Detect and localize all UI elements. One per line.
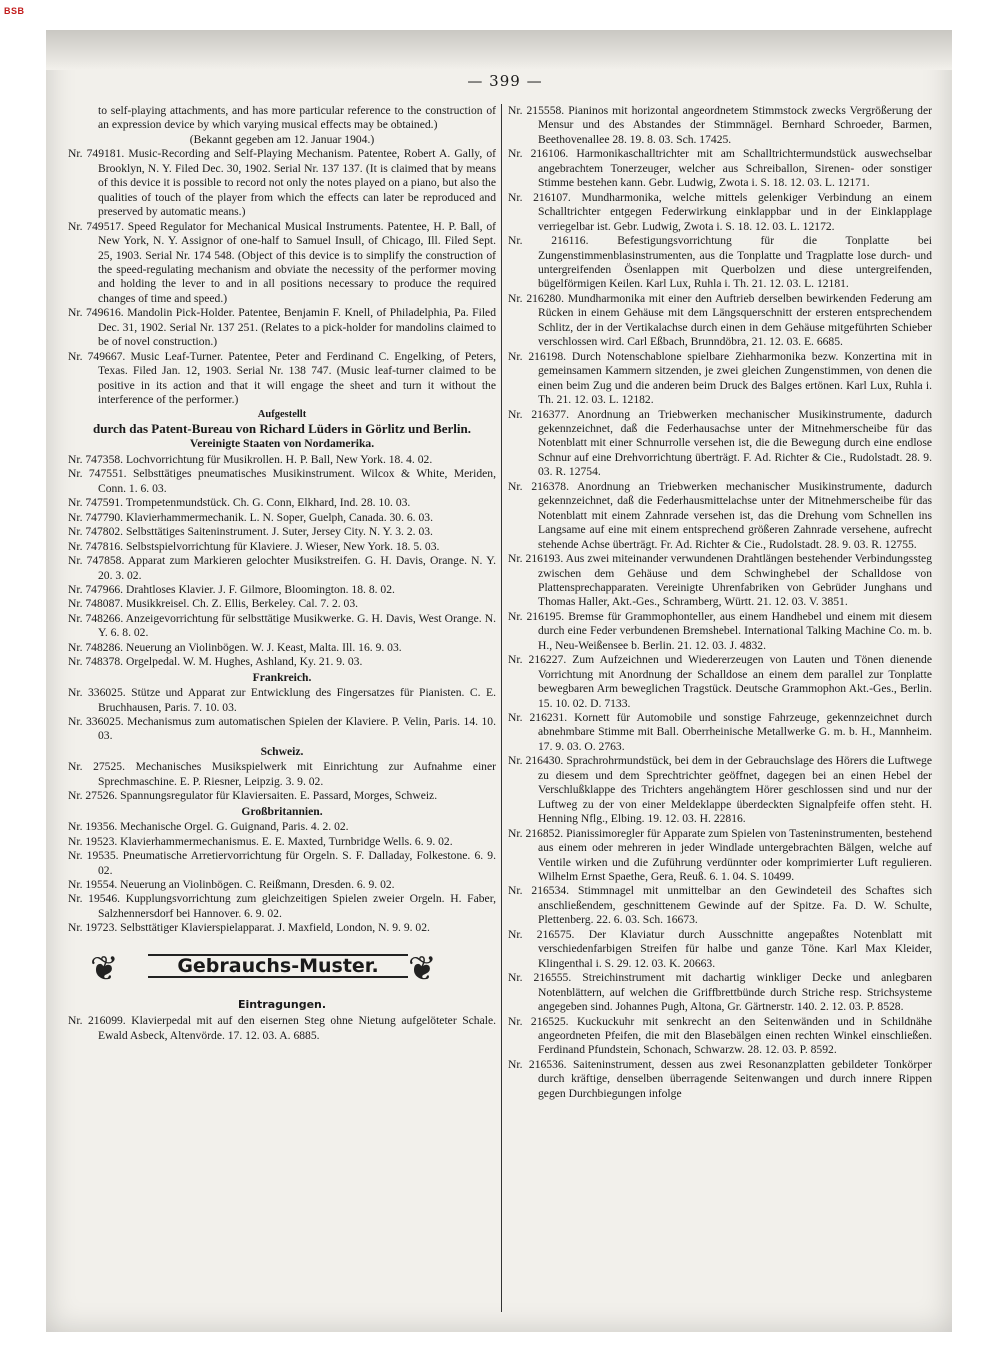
gm-list [68, 1014, 496, 1043]
patent-entry: Nr. 749517. Speed Regulator for Mechanical Musical Instruments. Patentee, H. P. Ball, of New York, N. Y. Assignor of one-half to Samuel Insull, of Chicago, Ill. Filed Sept. 25, 1903. Serial Nr. 174 548. (Object of this device is to simplify the construction of the speed-regulating mechanism and obviate the necessity of the performer moving and holding the lever to and in all positions necessary to produce the required changes of time and speed.) [68, 219, 496, 305]
patent-entry: Nr. 747591. Trompetenmundstück. Ch. G. Conn, Elkhard, Ind. 28. 10. 03. [68, 496, 411, 510]
gebrauchsmuster-entry: Nr. 216193. Aus zwei miteinander verwundenen Drahtlängen bestehender Verbindungssteg zwischen dem Gehäuse und dem Schwinghebel der Schalldose von Plattensprechapparaten. Vereinigte Uhrenfabriken von Gebrüder Junghans und Thomas Haller, Akt.-Ges., Schramberg, Württ. 21. 12. 03. V. 3851. [508, 552, 932, 609]
gebrauchsmuster-entry: Nr. 216555. Streichinstrument mit dachartig winkliger Decke und anlegbaren Notenblättern, auf welchen die Griffbrettbünde durch Striche resp. Strichsysteme angegeben sind. Johannes Pugh, Altona, Gr. Gärtnerstr. 140. 2. 12. 03. P. 8528. [508, 971, 932, 1014]
patent-entry: Nr. 747551. Selbsttätiges pneumatisches Musikinstrument. Wilcox & White, Meriden, Conn. 1. 6. 03. [68, 467, 496, 495]
swiss-list [68, 760, 496, 803]
gebrauchsmuster-entry: Nr. 216227. Zum Aufzeichnen und Wiedererzeugen von Lauten und Tönen dienende Vorrichtung mit Anordnung der Schalldose an einem dem parallel zur Tonplatte bewegbaren Arm beweglichen Tragstück. Deutsche Grammophon Akt.-Ges., Berlin. 15. 10. 02. D. 7133. [508, 653, 932, 710]
patent-entry: Nr. 19535. Pneumatische Arretiervorrichtung für Orgeln. S. F. Dalladay, Folkestone. 6. 9. 02. [68, 849, 496, 877]
gebrauchsmuster-entry: Nr. 216195. Bremse für Grammophonteller, aus einem Handhebel und einem mit diesem durch eine Feder verbundenen Bremshebel. International Talking Machine Co. m. b. H., Neu-Weißensee b. Berlin. 21. 12. 03. J. 4832. [508, 609, 932, 652]
intro-text: to self-playing attachments, and has more particular reference to the construction of an expression device by which varying musical effects may be obtained.) [98, 104, 496, 132]
patent-entry: Nr. 747966. Drahtloses Klavier. J. F. Gilmore, Bloomington. 18. 8. 02. [68, 582, 395, 596]
bureau-heading: durch das Patent-Bureau von Richard Lüders in Görlitz und Berlin. [92, 420, 471, 436]
gebrauchsmuster-entry: Nr. 216378. Anordnung an Triebwerken mechanischer Musikinstrumente, dadurch gekennzeichnet, daß die Federhausmittelachse unter der Mitnehmerscheibe für das Notenblatt mit einem Zahnrade versehen ist, das die Drehung vom Schnellen ins Langsame auf eine mit einem entsprechend größeren Zahnrade versehene, aufrecht stehende Achse überträgt. Fr. Ad. Richter & Cie., Rudolstadt. 28. 9. 03. R. 12755. [508, 479, 932, 551]
gebrauchsmuster-entry: Nr. 216536. Saiteninstrument, dessen aus zwei Resonanzplatten gebildeter Tonkörper durch kräftige, denselben überragende Seitenwangen und durch innere Rippen gegen Durchbiegungen infolge [508, 1057, 932, 1100]
gebrauchsmuster-entry: Nr. 216534. Stimmnagel mit unmittelbar an den Gewindeteil des Schaftes sich anschließendem, geschnittenem Gewinde auf der Spitze. Fa. D. W. Schulte, Plettenberg. 22. 6. 03. Sch. 16673. [508, 884, 932, 927]
patent-entry: Nr. 749181. Music-Recording and Self-Playing Mechanism. Patentee, Robert A. Gally, of Brooklyn, N. Y. Filed Dec. 30, 1902. Serial Nr. 137 137. (It is claimed that by means of this device it is possible to record not only the notes played on a piano, but also the qualities of touch of the player from which the effects can later be reproduced and preserved by automatic means.) [68, 147, 496, 219]
france-heading: Frankreich. [252, 670, 312, 684]
gb-heading: Großbritannien. [241, 804, 323, 818]
gebrauchsmuster-entry: Nr. 215558. Pianinos mit horizontal angeordnetem Stimmstock zwecks Vergrößerung der Mensur und des Abstandes der Stimmnägel. Bernhard Schroeder, Barmen, Beethovenallee 28. 19. 8. 03. Sch. 17425. [508, 104, 932, 146]
gebrauchsmuster-entry: Nr. 216575. Der Klaviatur durch Ausschnitte angepaßtes Notenblatt mit verschiedenfarbigen Streifen für halbe und ganze Töne. Karl Max Kleider, Klingenthal i. S. 29. 12. 03. K. 20663. [508, 927, 932, 970]
gebrauchsmuster-entry: Nr. 216116. Befestigungsvorrichtung für die Tonplatte bei Zungenstimmenblasinstrumenten, aus die Tonplatte und Tragplatte lose durch- und untergreifenden Ösenlappen mit Querbolzen und diese untergreifenden, bügelförmigen Keilen. Karl Lux, Ruhla i. Th. 21. 12. 03. L. 12181. [508, 234, 932, 291]
patent-entry: Nr. 747790. Klavierhammermechanik. L. N. Soper, Guelph, Canada. 30. 6. 03. [68, 510, 433, 524]
patent-entry: Nr. 336025. Mechanismus zum automatischen Spielen der Klaviere. P. Velin, Paris. 14. 10. 03. [68, 715, 496, 743]
patent-entry: Nr. 19523. Klavierhammermechanismus. E. E. Maxted, Turnbridge Wells. 6. 9. 02. [68, 834, 453, 848]
patent-entry: Nr. 748266. Anzeigevorrichtung für selbsttätige Musikwerke. G. H. Davis, West Orange. N. Y. 6. 8. 02. [68, 611, 496, 640]
us-patent-list [68, 147, 496, 407]
patent-entry: Nr. 336025. Stütze und Apparat zur Entwicklung des Fingersatzes für Pianisten. C. E. Bruchhausen, Paris. 7. 10. 03. [68, 686, 496, 714]
right-entry-list [508, 104, 932, 1101]
page-top-shadow [46, 30, 952, 70]
aufgestellt-label: Aufgestellt [257, 408, 307, 420]
patent-entry: Nr. 19554. Neuerung an Violinbögen. C. Reißmann, Dresden. 6. 9. 02. [68, 878, 395, 892]
page-number: — 399 — [467, 72, 543, 90]
gebrauchsmuster-title: Gebrauchs-Muster. [148, 954, 408, 978]
ornament-right-icon: ❦ [408, 950, 437, 988]
announced-date: (Bekannt gegeben am 12. Januar 1904.) [189, 132, 375, 146]
patent-entry: Nr. 19356. Mechanische Orgel. G. Guignand, Paris. 4. 2. 02. [68, 820, 349, 834]
patent-entry: Nr. 747358. Lochvorrichtung für Musikrollen. H. P. Ball, New York. 18. 4. 02. [68, 452, 433, 466]
left-column [68, 104, 496, 1043]
column-divider [501, 104, 502, 1312]
patent-entry: Nr. 27525. Mechanisches Musikspielwerk mit Einrichtung zur Aufnahme einer Sprechmaschine. E. P. Riesner, Leipzig. 3. 9. 02. [68, 760, 496, 788]
patent-entry: Nr. 216099. Klavierpedal mit auf den eisernen Steg ohne Nietung aufgelöteter Schale. Ewald Asbeck, Altenvörde. 17. 12. 03. A. 6885. [68, 1014, 496, 1042]
patent-entry: Nr. 747802. Selbsttätiges Saiteninstrument. J. Suter, Jersey City. N. Y. 3. 2. 03. [68, 525, 433, 539]
patent-entry: Nr. 747858. Apparat zum Markieren gelochter Musikstreifen. G. H. Davis, Orange. N. Y. 20. 3. 02. [68, 554, 496, 582]
gebrauchsmuster-entry: Nr. 216107. Mundharmonika, welche mittels gelenkiger Verbindung an einem Schalltrichter entgegen Federwirkung einklappbar und in der Einklapplage verriegelbar ist. Gebr. Ludwig, Zwota i. S. 18. 12. 03. L. 12172. [508, 190, 932, 233]
patent-entry: Nr. 749616. Mandolin Pick-Holder. Patentee, Benjamin F. Knell, of Philadelphia, Pa. Filed Dec. 31, 1902. Serial Nr. 137 251. (Relates to a pick-holder for mandolins claimed to be of novel construction.) [68, 306, 496, 349]
gebrauchsmuster-entry: Nr. 216231. Kornett für Automobile und sonstige Fahrzeuge, gekennzeichnet durch abnehmbare Stimme mit Ball. Oberrheinische Metallwerke G. m. b. H., Mannheim. 17. 9. 03. O. 2763. [508, 711, 932, 753]
ornament-left-icon: ❦ [90, 950, 119, 988]
patent-entry: Nr. 749667. Music Leaf-Turner. Patentee, Peter and Ferdinand C. Engelking, of Peters, Texas. Filed Jan. 12, 1903. Serial Nr. 138 747. (Music leaf-turner claimed to be positive in its action and that it will engage the sheet and turn it without the interference of the performer.) [68, 349, 496, 407]
patent-entry: Nr. 748286. Neuerung an Violinbögen. W. J. Keast, Malta. Ill. 16. 9. 03. [68, 640, 402, 654]
gebrauchsmuster-entry: Nr. 216377. Anordnung an Triebwerken mechanischer Musikinstrumente, dadurch gekennzeichnet, daß die Federhausachse unter der Mitnehmerscheibe für das Notenblatt mit einer Schnurrolle versehen ist, die die Bewegung durch eine endlose Schnur auf eine Drehvorrichtung überträgt. F. Ad. Richter & Cie., Rudolstadt. 28. 9. 03. R. 12754. [508, 407, 932, 479]
swiss-heading: Schweiz. [260, 744, 304, 758]
eintragungen-heading: Eintragungen. [237, 997, 327, 1011]
patent-entry: Nr. 748378. Orgelpedal. W. M. Hughes, Ashland, Ky. 21. 9. 03. [68, 655, 363, 669]
usa-list [68, 453, 496, 670]
patent-entry: Nr. 19723. Selbsttätiger Klavierspielapparat. J. Maxfield, London, N. 9. 9. 02. [68, 921, 430, 935]
france-list [68, 686, 496, 744]
gb-list [68, 820, 496, 936]
gebrauchsmuster-entry: Nr. 216852. Pianissimoregler für Apparate zum Spielen von Tasteninstrumenten, bestehend aus einem oder mehreren in jeder Windlade untergebrachten Bälgen, welche auf Ventile wirken und die Zuführung verdünnter oder komprimierter Luft regulieren. Wilhelm Ernst Spaethe, Gera, Reuß. 6. 1. 04. S. 10499. [508, 826, 932, 884]
gebrauchsmuster-entry: Nr. 216280. Mundharmonika mit einer den Auftrieb derselben bewirkenden Federung am Rücken in einem Gehäuse mit dem Längsquerschnitt der ersteren entsprechendem Schlitz, der in der Vertikalachse durch einen in dem Gehäuse mitgeführten Schieber verschlossen wird. Carl Eßbach, Brunndöbra, 21. 12. 03. E. 6685. [508, 291, 932, 349]
patent-entry: Nr. 19546. Kupplungsvorrichtung zum gleichzeitigen Spielen zweier Orgeln. H. Faber, Salzhennersdorf bei Hannover. 6. 9. 02. [68, 892, 496, 920]
patent-entry: Nr. 27526. Spannungsregulator für Klaviersaiten. E. Passard, Morges, Schweiz. [68, 789, 438, 803]
patent-entry: Nr. 748087. Musikkreisel. Ch. Z. Ellis, Berkeley. Cal. 7. 2. 03. [68, 597, 359, 611]
right-column [508, 104, 932, 1101]
gebrauchsmuster-entry: Nr. 216198. Durch Notenschablone spielbare Ziehharmonika bezw. Konzertina mit in gemeinsamen Kammern sitzenden, je zwei gleichen Zungenstimmen, von denen die einen beim Zug und die anderen beim Druck des Balges ertönen. Karl Lux, Ruhla i. Th. 21. 12. 03. L. 12182. [508, 349, 932, 407]
usa-heading: Vereinigte Staaten von Nordamerika. [189, 437, 375, 451]
gebrauchsmuster-entry: Nr. 216430. Sprachrohrmundstück, bei dem in der Gebrauchslage des Hörers die Luftwege zu diesem und dem Sprechtrichter geöffnet, dagegen bei an einen Hebel der Verschlußklappe des Trichters angehängtem Hörer geschlossen sind und nur der Luftweg zu der von einer Meldeklappe überdeckten Signalpfeife offen steht. H. Henning Nflg., Elbing. 19. 12. 03. H. 22816. [508, 754, 932, 826]
gebrauchsmuster-entry: Nr. 216106. Harmonikaschalltrichter mit am Schalltrichtermundstück auswechselbar angebrachtem Tonerzeuger, welcher aus Schreiballon, Sirenen- oder sonstiger Stimme bestehen kann. Gebr. Ludwig, Zwota i. S. 18. 12. 03. L. 12171. [508, 147, 932, 190]
patent-entry: Nr. 747816. Selbstspielvorrichtung für Klaviere. J. Wieser, New York. 18. 5. 03. [68, 539, 440, 553]
gebrauchsmuster-entry: Nr. 216525. Kuckuckuhr mit senkrecht an den Seitenwänden und in Schildnähe angeordneten Pfeifen, die mit den Blasebälgen einen rechten Winkel einschließen. Ferdinand Pfundstein, Schonach, Schwarzw. 28. 12. 03. P. 8592. [508, 1014, 932, 1057]
gebrauchsmuster-banner [68, 944, 496, 996]
bsb-watermark: BSB [4, 6, 25, 16]
